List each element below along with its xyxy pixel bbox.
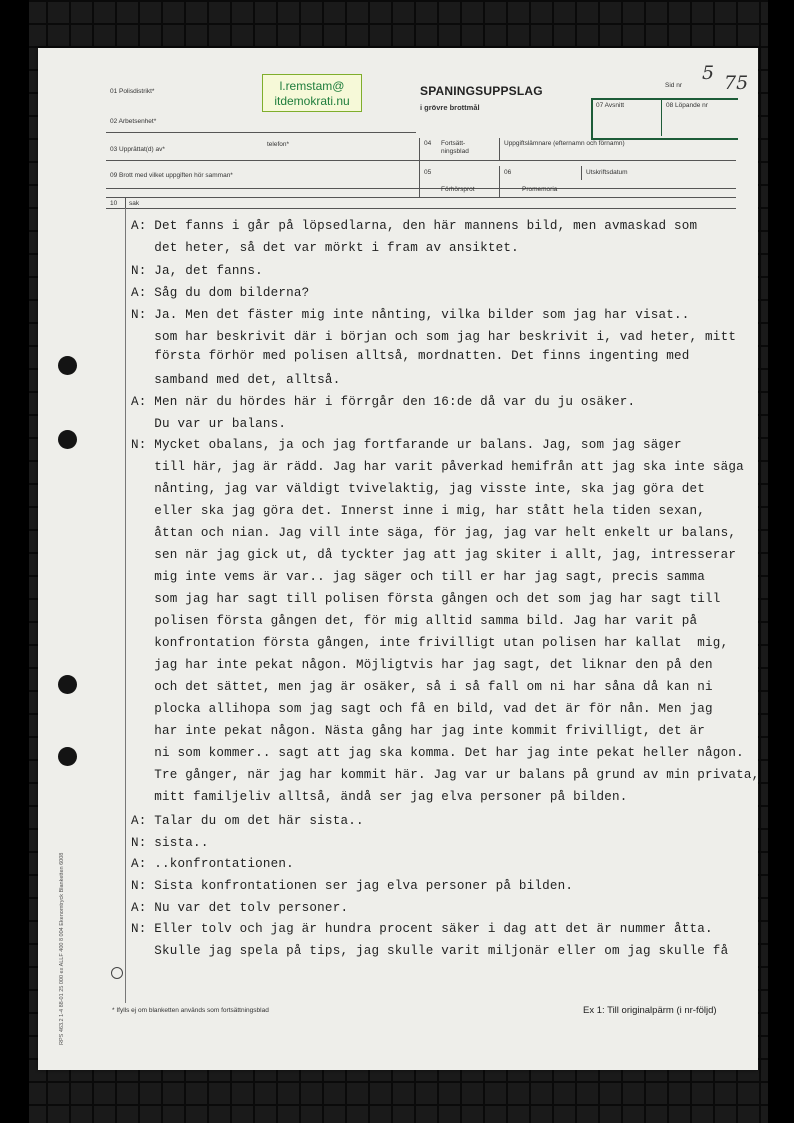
- transcript-line: A: Men när du hördes här i förrgår den 16:de då var du ju osäker.: [131, 395, 636, 409]
- field-uppgiftslamnare: Uppgiftslämnare (efternamn och förnamn): [504, 140, 625, 147]
- transcript-line: N: Ja. Men det fäster mig inte nånting, vilka bilder som jag har visat..: [131, 308, 690, 322]
- transcript-line: nånting, jag var väldigt tvivelaktig, jag visste inte, ska jag göra det: [131, 482, 706, 496]
- field-lopande-nr: 08 Löpande nr: [666, 102, 708, 109]
- transcript-line: mig inte vems är var.. jag säger och till er har jag sagt, precis samma: [131, 570, 706, 584]
- field-06: 06: [504, 169, 512, 176]
- form-subtitle: i grövre brottmål: [420, 103, 480, 112]
- field-arbetsenhet: 02 Arbetsenhet*: [110, 118, 157, 125]
- transcript-line: plocka allihopa som jag sagt och få en bild, vad det är för nån. Men jag: [131, 702, 713, 716]
- transcript-line: N: Eller tolv och jag är hundra procent säker i dag att det är nummer åtta.: [131, 922, 713, 936]
- field-sid-nr: Sid nr: [665, 82, 682, 89]
- rule: [106, 132, 416, 133]
- transcript-line: eller ska jag göra det. Innerst inne i mig, har stått hela tiden sexan,: [131, 504, 706, 518]
- rule: [419, 138, 420, 197]
- transcript-line: konfrontation första gången, inte frivilligt utan polisen har kallat mig,: [131, 636, 729, 650]
- transcript-line: ni som kommer.. sagt att jag ska komma. Det har jag inte pekat heller någon.: [131, 746, 744, 760]
- transcript-line: det heter, så det var mörkt i fram av ansiktet.: [131, 241, 519, 255]
- small-circle-mark: [111, 967, 123, 979]
- transcript-line: Skulle jag spela på tips, jag skulle varit miljonär eller om jag skulle få: [131, 944, 729, 958]
- field-brott: 09 Brott med vilket uppgiften hör samman*: [110, 172, 233, 179]
- transcript-line: Tre gånger, när jag har kommit här. Jag var ur balans på grund av min privata,: [131, 768, 760, 782]
- transcript-line: har inte pekat någon. Nästa gång har jag inte kommit frivilligt, det är: [131, 724, 706, 738]
- transcript-line: A: Talar du om det här sista..: [131, 814, 364, 828]
- field-04: 04: [424, 140, 432, 147]
- footnote: * Ifylls ej om blanketten används som fortsättningsblad: [112, 1007, 269, 1014]
- transcript-line: sen när jag gick ut, då tyckter jag att jag skiter i allt, jag, intresserar: [131, 548, 737, 562]
- field-avsnitt: 07 Avsnitt: [596, 102, 625, 109]
- field-telefon: telefon*: [267, 141, 290, 148]
- field-forhorsprot: Förhörsprot: [441, 186, 475, 193]
- transcript-line: N: sista..: [131, 836, 209, 850]
- handwritten-page-5: 5: [702, 62, 715, 84]
- field-fortsattningsblad: Fortsätt- ningsblad: [441, 140, 469, 155]
- rule: [106, 188, 736, 189]
- right-frame: [768, 0, 794, 1123]
- rule: [581, 166, 582, 180]
- transcript-line: A: Nu var det tolv personer.: [131, 901, 349, 915]
- handwritten-page-75: 75: [724, 72, 749, 94]
- field-10: 10: [110, 200, 118, 207]
- transcript-line: till här, jag är rädd. Jag har varit påverkad hemifrån att jag ska inte säga: [131, 460, 744, 474]
- field-05: 05: [424, 169, 432, 176]
- transcript-line: och det sättet, men jag är osäker, så i så fall om ni har såna då kan ni: [131, 680, 713, 694]
- margin-rule: [125, 208, 126, 1003]
- field-utskriftsdatum: Utskriftsdatum: [586, 169, 628, 176]
- punch-hole: [58, 675, 77, 694]
- box-divider: [661, 100, 662, 136]
- transcript-line: samband med det, alltså.: [131, 373, 341, 387]
- transcript-line: mitt familjeliv alltså, ändå ser jag elva personer på bilden.: [131, 790, 628, 804]
- punch-hole: [58, 356, 77, 375]
- rule: [106, 208, 736, 209]
- transcript-line: N: Sista konfrontationen ser jag elva personer på bilden.: [131, 879, 574, 893]
- copy-destination: Ex 1: Till originalpärm (i nr-följd): [583, 1005, 717, 1016]
- transcript-line: Du var ur balans.: [131, 417, 287, 431]
- side-print-text: RPS 463.2 1-4 88-01 25 000 ex ALLF 400 8 004 Ekenomtryck Blanketten 6008: [59, 852, 65, 1045]
- transcript-line: A: Såg du dom bilderna?: [131, 286, 310, 300]
- email-stamp: [262, 74, 362, 112]
- transcript-line: första förhör med polisen alltså, mordnatten. Det finns ingenting med: [131, 349, 690, 363]
- transcript-line: N: Mycket obalans, ja och jag fortfarande ur balans. Jag, som jag säger: [131, 438, 682, 452]
- rule: [106, 160, 736, 161]
- punch-hole: [58, 747, 77, 766]
- transcript-line: A: Det fanns i går på löpsedlarna, den här mannens bild, men avmaskad som: [131, 219, 698, 233]
- rule: [499, 166, 500, 197]
- transcript-line: A: ..konfrontationen.: [131, 857, 294, 871]
- transcript-line: polisen första gången det, för mig alltid samma bild. Jag har varit på: [131, 614, 698, 628]
- transcript-line: jag har inte pekat någon. Möjligtvis har jag sagt, det liknar den på den: [131, 658, 713, 672]
- transcript-line: N: Ja, det fanns.: [131, 264, 263, 278]
- field-upprattat: 03 Upprättat(d) av*: [110, 146, 165, 153]
- transcript-line: som har beskrivit där i början och som jag har beskrivit i, vad heter, mitt: [131, 330, 737, 344]
- rule: [106, 197, 736, 198]
- transcript-line: åttan och nian. Jag vill inte säga, för jag, jag var helt enkelt ur balans,: [131, 526, 737, 540]
- punch-hole: [58, 430, 77, 449]
- field-sak: sak: [129, 200, 140, 207]
- document-sheet: [38, 48, 758, 1070]
- stamp-line-1: l.remstam@: [279, 79, 345, 93]
- left-frame: [0, 0, 29, 1123]
- rule: [499, 138, 500, 160]
- field-promemoria: Promemoria: [522, 186, 558, 193]
- field-polisdistrikt: 01 Polisdistrikt*: [110, 88, 155, 95]
- stamp-line-2: itdemokrati.nu: [274, 94, 350, 108]
- form-title: SPANINGSUPPSLAG: [420, 84, 543, 98]
- rule: [125, 198, 126, 208]
- transcript-line: som jag har sagt till polisen första gången och det som jag har sagt till: [131, 592, 721, 606]
